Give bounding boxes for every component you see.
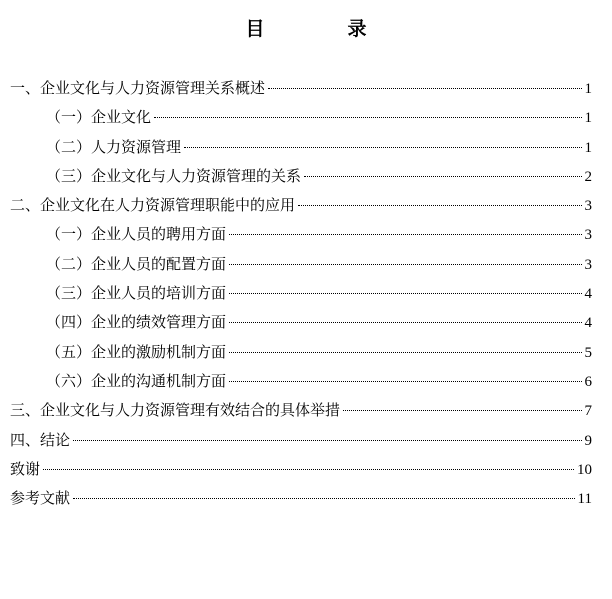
toc-entry-text: （四）企业的绩效管理方面 bbox=[46, 313, 227, 332]
toc-entry[interactable] bbox=[10, 338, 592, 367]
toc-list bbox=[10, 74, 592, 513]
toc-entry-text: （二）企业人员的配置方面 bbox=[46, 254, 227, 273]
toc-entry[interactable] bbox=[10, 426, 592, 455]
toc-entry[interactable] bbox=[10, 396, 592, 425]
dot-leader bbox=[73, 440, 581, 441]
toc-entry[interactable] bbox=[10, 250, 592, 279]
toc-entry-text: 参考文献 bbox=[10, 489, 71, 508]
toc-entry-text: 三、企业文化与人力资源管理有效结合的具体举措 bbox=[10, 401, 341, 420]
dot-leader bbox=[73, 498, 575, 499]
toc-entry[interactable] bbox=[10, 220, 592, 249]
dot-leader bbox=[343, 410, 581, 411]
toc-entry-text: （六）企业的沟通机制方面 bbox=[46, 371, 227, 390]
dot-leader bbox=[184, 147, 581, 148]
toc-entry[interactable] bbox=[10, 279, 592, 308]
dot-leader bbox=[268, 88, 581, 89]
toc-entry[interactable] bbox=[10, 74, 592, 103]
toc-entry-text: （三）企业文化与人力资源管理的关系 bbox=[46, 166, 302, 185]
toc-entry[interactable] bbox=[10, 162, 592, 191]
dot-leader bbox=[229, 381, 581, 382]
toc-entry-page: 1 bbox=[584, 110, 592, 127]
toc-entry-text: （一）企业文化 bbox=[46, 108, 152, 127]
toc-entry[interactable] bbox=[10, 133, 592, 162]
toc-entry-page: 6 bbox=[584, 373, 592, 390]
toc-entry-text: （一）企业人员的聘用方面 bbox=[46, 225, 227, 244]
dot-leader bbox=[229, 352, 581, 353]
toc-title: 目 录 bbox=[245, 18, 399, 40]
dot-leader bbox=[298, 205, 581, 206]
toc-entry-text: （三）企业人员的培训方面 bbox=[46, 284, 227, 303]
toc-entry-text: 致谢 bbox=[10, 459, 41, 478]
toc-entry-page: 3 bbox=[584, 256, 592, 273]
dot-leader bbox=[229, 234, 581, 235]
dot-leader bbox=[154, 117, 581, 118]
toc-entry-text: 一、企业文化与人力资源管理关系概述 bbox=[10, 79, 266, 97]
toc-entry-page: 11 bbox=[577, 491, 592, 508]
toc-entry-text: （二）人力资源管理 bbox=[46, 137, 182, 156]
toc-entry-page: 2 bbox=[584, 168, 592, 185]
toc-entry-page: 3 bbox=[584, 227, 592, 244]
dot-leader bbox=[304, 176, 581, 177]
toc-entry-text: 二、企业文化在人力资源管理职能中的应用 bbox=[10, 196, 296, 215]
toc-entry-page: 4 bbox=[584, 315, 592, 332]
toc-entry[interactable] bbox=[10, 191, 592, 220]
dot-leader bbox=[43, 469, 574, 470]
toc-entry-page: 4 bbox=[584, 286, 592, 303]
toc-entry-page: 5 bbox=[584, 344, 592, 361]
dot-leader bbox=[229, 322, 581, 323]
dot-leader bbox=[229, 293, 581, 294]
toc-entry[interactable] bbox=[10, 367, 592, 396]
toc-entry-page: 1 bbox=[584, 139, 592, 156]
toc-entry-text: （五）企业的激励机制方面 bbox=[46, 342, 227, 361]
dot-leader bbox=[229, 264, 581, 265]
toc-entry-page: 10 bbox=[577, 461, 592, 478]
toc-entry-page: 7 bbox=[584, 403, 592, 420]
toc-entry-text: 四、结论 bbox=[10, 430, 71, 449]
toc-entry[interactable] bbox=[10, 103, 592, 132]
toc-entry-page: 9 bbox=[584, 432, 592, 449]
toc-entry[interactable] bbox=[10, 484, 592, 513]
toc-entry-page: 3 bbox=[584, 198, 592, 215]
toc-entry-page: 1 bbox=[584, 81, 592, 97]
toc-entry[interactable] bbox=[10, 455, 592, 484]
toc-entry[interactable] bbox=[10, 308, 592, 337]
